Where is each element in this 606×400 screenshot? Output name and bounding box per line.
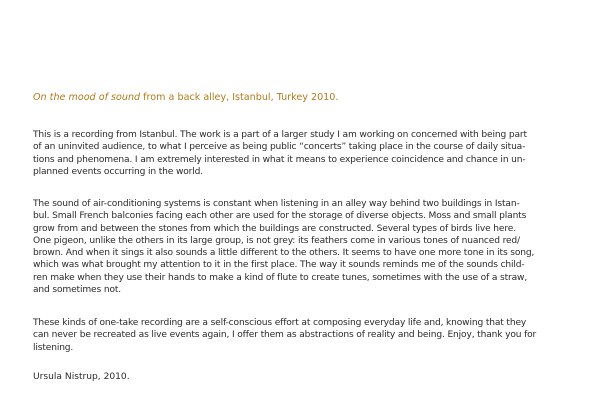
paragraph-line: This is a recording from Istanbul. The work is a part of a larger study I am working on concerned with being part [33,130,527,140]
paragraph-line: can never be recreated as live events again, I offer them as abstractions of reality and being. Enjoy, thank you for [33,330,537,341]
paragraph-line: One pigeon, unlike the others in its large group, is not grey: its feathers come in various tones of nuanced red/ [33,235,520,246]
paragraph-line: grow from and between the stones from which the buildings are constructed. Several types of birds live here. [33,223,516,234]
paragraph-description [33,198,581,296]
document-page [33,0,581,400]
heading-italic-title: On the mood of sound [33,92,141,103]
paragraph-line: bul. Small French balconies facing each other are used for the storage of diverse objects. Moss and small plants [33,211,527,222]
paragraph-line: of an uninvited audience, to what I perceive as being public “concerts” taking place in the course of daily situa- [33,142,526,153]
paragraph-line: which was what brought my attention to it in the first place. The way it sounds reminds me of the sounds child- [33,260,525,271]
paragraph-line: listening. [33,342,74,353]
document-heading [33,92,338,104]
paragraph-intro [33,129,581,178]
author-signature: Ursula Nistrup, 2010. [33,372,130,382]
paragraph-line: tions and phenomena. I am extremely interested in what it means to experience coincidence and chance in un- [33,154,526,165]
heading-subtitle: from a back alley, Istanbul, Turkey 2010. [140,92,339,103]
paragraph-line: The sound of air-conditioning systems is constant when listening in an alley way behind two buildings in Istan- [33,199,520,209]
paragraph-line: These kinds of one-take recording are a self-conscious effort at composing everyday life and, knowing that they [33,318,527,328]
paragraph-line: and sometimes not. [33,285,122,296]
paragraph-line: planned events occurring in the world. [33,166,204,177]
paragraph-closing [33,317,581,354]
paragraph-line: brown. And when it sings it also sounds a little different to the others. It seems to have one more tone in its song, [33,248,535,259]
paragraph-line: ren make when they use their hands to make a kind of flute to create tunes, sometimes with the use of a straw, [33,272,528,283]
